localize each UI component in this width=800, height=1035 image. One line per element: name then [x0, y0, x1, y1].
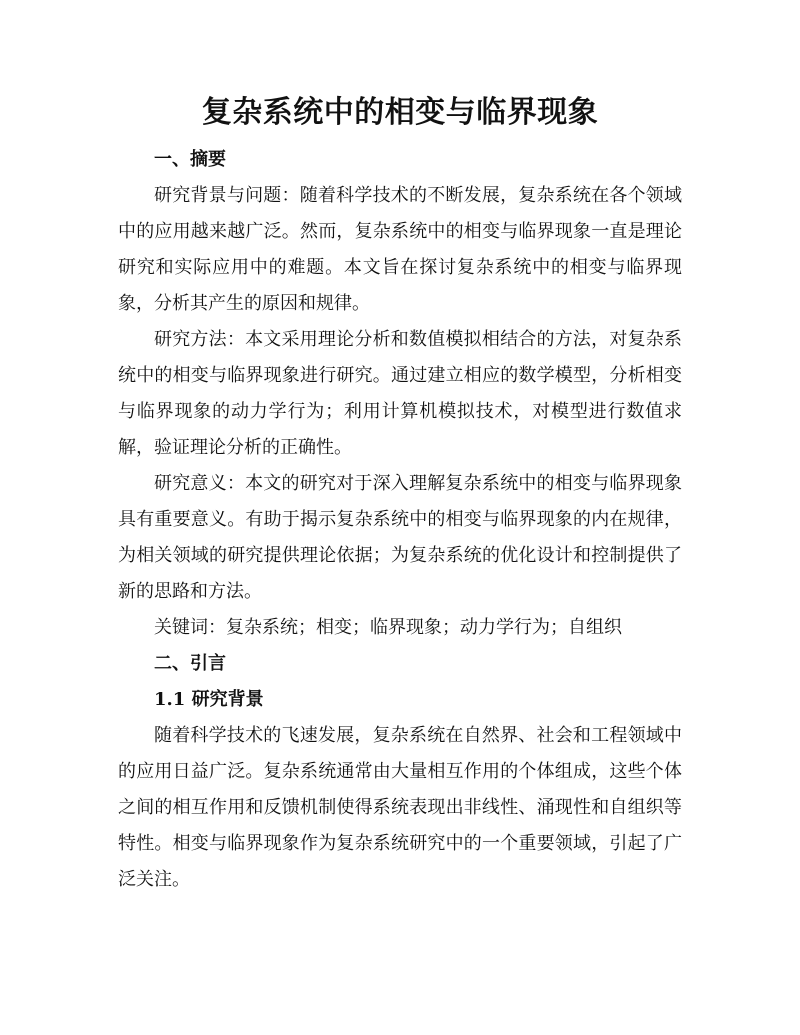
- abstract-paragraph-background: 研究背景与问题：随着科学技术的不断发展，复杂系统在各个领域中的应用越来越广泛。然而，复杂系统中的相变与临界现象一直是理论研究和实际应用中的难题。本文旨在探讨复杂系统中的相变与临界现象，分析其产生的原因和规律。: [118, 185, 682, 314]
- keywords-line: 关键词：复杂系统；相变；临界现象；动力学行为；自组织: [154, 617, 622, 638]
- introduction-paragraph: 随着科学技术的飞速发展，复杂系统在自然界、社会和工程领域中的应用日益广泛。复杂系统通常由大量相互作用的个体组成，这些个体之间的相互作用和反馈机制使得系统表现出非线性、涌现性和自组织等特性。相变与临界现象作为复杂系统研究中的一个重要领域，引起了广泛关注。: [118, 725, 682, 890]
- section-heading-abstract: 一、摘要: [154, 149, 226, 170]
- abstract-paragraph-method: 研究方法：本文采用理论分析和数值模拟相结合的方法，对复杂系统中的相变与临界现象进行研究。通过建立相应的数学模型，分析相变与临界现象的动力学行为；利用计算机模拟技术，对模型进行数值求解，验证理论分析的正确性。: [118, 329, 682, 458]
- document-page: [118, 92, 682, 898]
- section-heading-introduction: 二、引言: [154, 653, 226, 674]
- document-title: 复杂系统中的相变与临界现象: [201, 95, 599, 130]
- abstract-paragraph-significance: 研究意义：本文的研究对于深入理解复杂系统中的相变与临界现象具有重要意义。有助于揭示复杂系统中的相变与临界现象的内在规律，为相关领域的研究提供理论依据；为复杂系统的优化设计和控制提供了新的思路和方法。: [118, 473, 682, 602]
- subsection-title-background: 1.1 研究背景: [154, 689, 264, 710]
